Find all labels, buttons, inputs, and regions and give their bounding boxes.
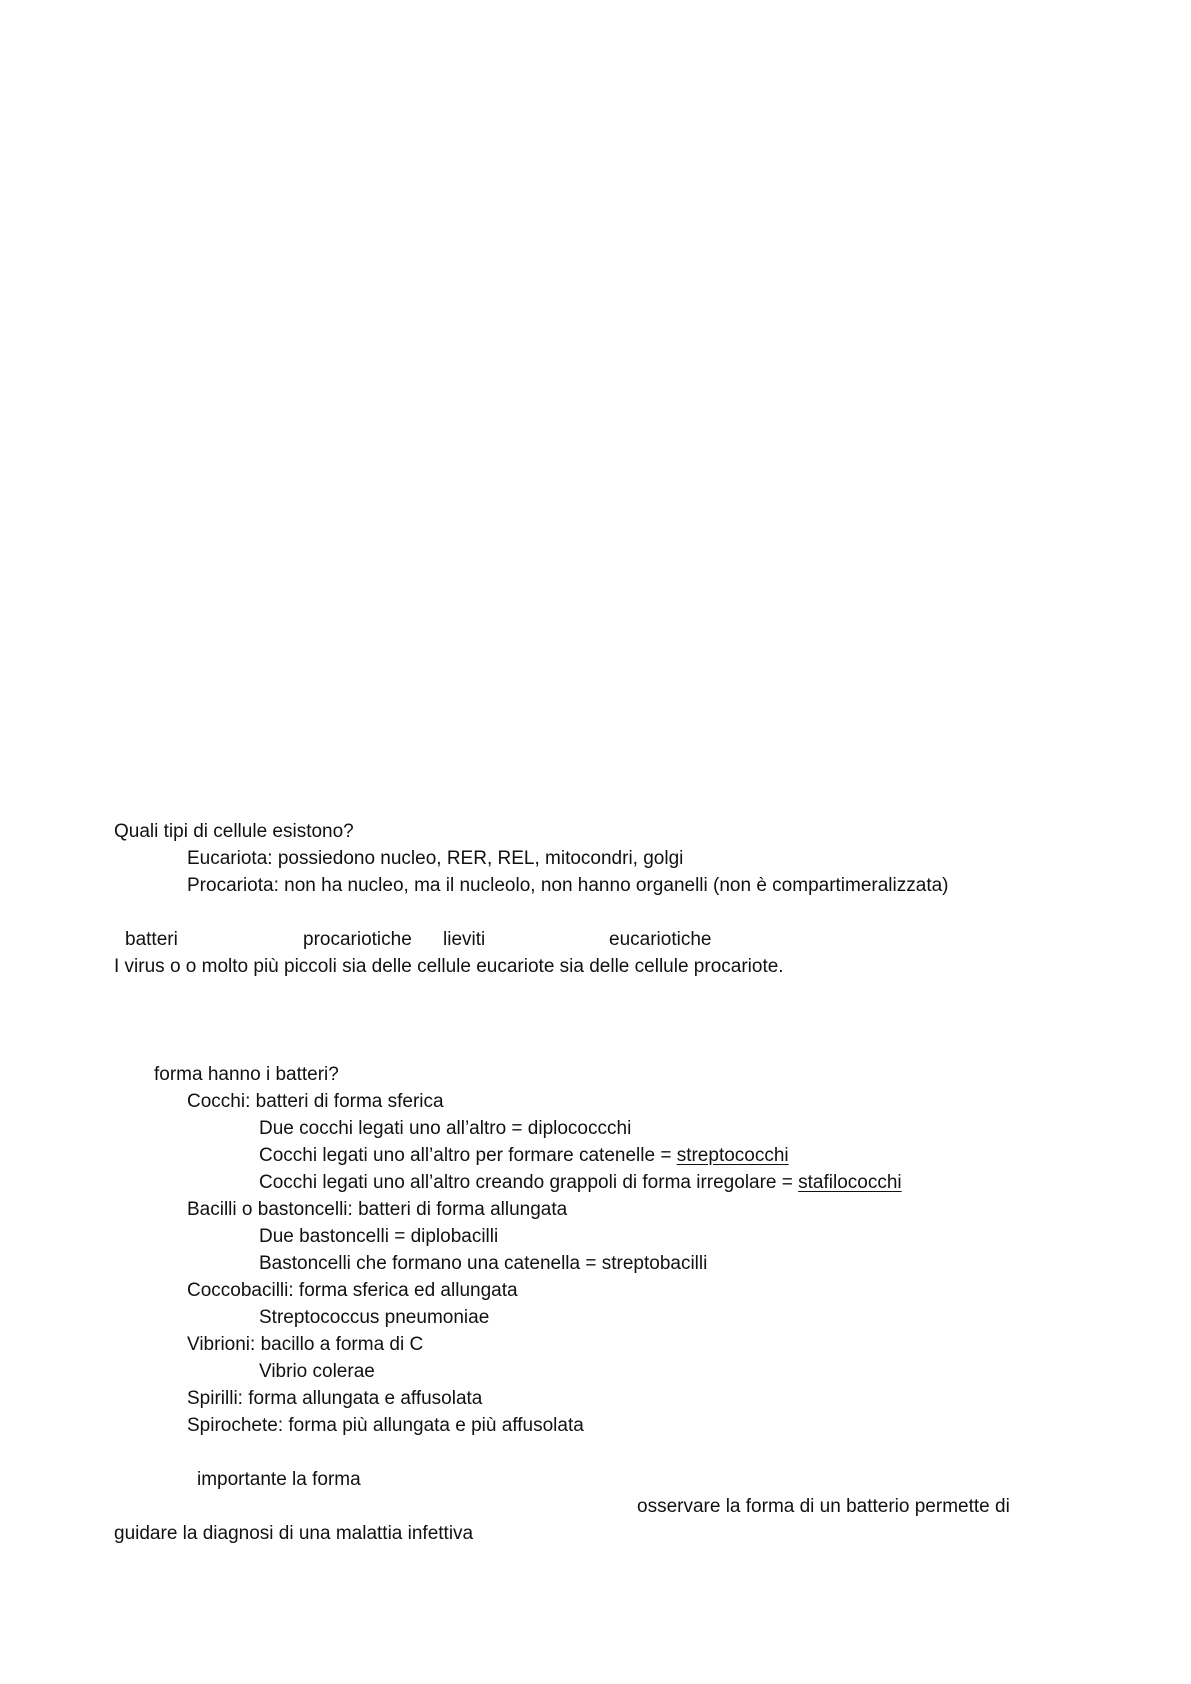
- coccobacilli-example: Streptococcus pneumoniae: [259, 1307, 490, 1328]
- diplobacilli-line: Due bastoncelli = diplobacilli: [259, 1226, 499, 1247]
- vibrioni-definition: Vibrioni: bacillo a forma di C: [187, 1334, 424, 1355]
- label-lieviti: lieviti: [443, 929, 486, 950]
- label-procariotiche: procariotiche: [303, 929, 412, 950]
- stafilococchi-prefix: Cocchi legati uno all’altro creando grappoli di forma irregolare =: [259, 1172, 799, 1193]
- streptobacilli-line: Bastoncelli che formano una catenella = streptobacilli: [259, 1253, 708, 1274]
- streptococchi-prefix: Cocchi legati uno all’altro per formare catenelle =: [259, 1145, 677, 1166]
- streptococchi-line: [259, 1144, 789, 1168]
- streptococchi-term: streptococchi: [676, 1145, 789, 1166]
- vibrioni-example: Vibrio colerae: [259, 1361, 375, 1382]
- question-cell-types: Quali tipi di cellule esistono?: [114, 821, 354, 842]
- shape-importance-line1: osservare la forma di un batterio permette di: [637, 1496, 1010, 1517]
- label-eucariotiche: eucariotiche: [609, 929, 712, 950]
- virus-note: I virus o o molto più piccoli sia delle cellule eucariote sia delle cellule procariote.: [114, 956, 784, 977]
- label-batteri: batteri: [125, 929, 178, 950]
- eucariota-definition: Eucariota: possiedono nucleo, RER, REL, mitocondri, golgi: [187, 848, 684, 869]
- bacilli-definition: Bacilli o bastoncelli: batteri di forma allungata: [187, 1199, 568, 1220]
- spirilli-definition: Spirilli: forma allungata e affusolata: [187, 1388, 483, 1409]
- coccobacilli-definition: Coccobacilli: forma sferica ed allungata: [187, 1280, 518, 1301]
- question-bacteria-shape: forma hanno i batteri?: [154, 1064, 339, 1085]
- heading-shape-importance: importante la forma: [197, 1469, 361, 1490]
- shape-importance-line2: guidare la diagnosi di una malattia infettiva: [114, 1523, 474, 1544]
- stafilococchi-line: [259, 1171, 902, 1195]
- diplococchi-line: Due cocchi legati uno all’altro = diplococcchi: [259, 1118, 632, 1139]
- procariota-definition: Procariota: non ha nucleo, ma il nucleolo, non hanno organelli (non è compartimeralizzata): [187, 875, 949, 896]
- cocchi-definition: Cocchi: batteri di forma sferica: [187, 1091, 444, 1112]
- spirochete-definition: Spirochete: forma più allungata e più affusolata: [187, 1415, 584, 1436]
- stafilococchi-term: stafilococchi: [798, 1172, 902, 1193]
